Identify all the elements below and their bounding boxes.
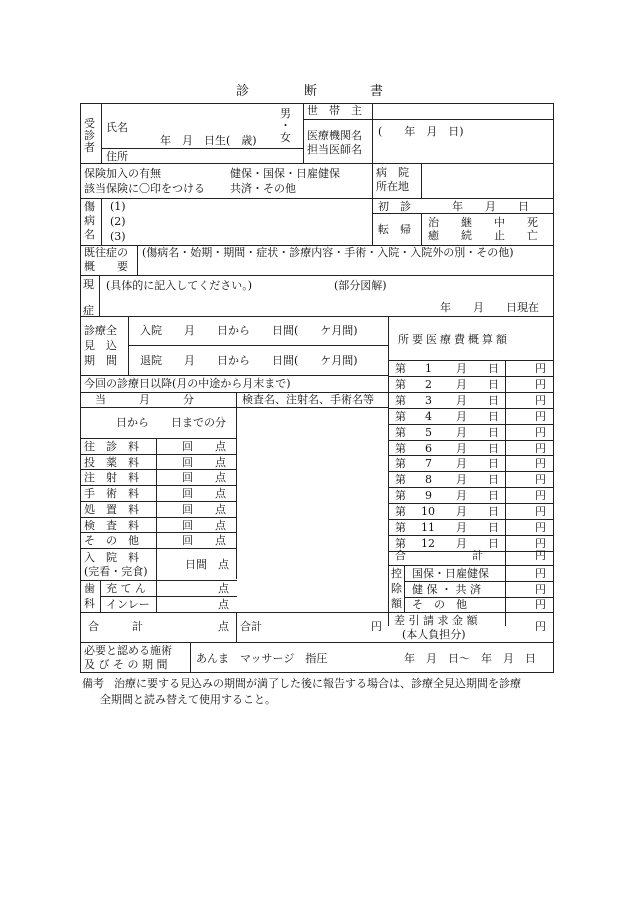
fee-label: 検 査 料 [84, 519, 139, 532]
rule-line [388, 471, 554, 472]
yen-unit: 円 [535, 426, 546, 439]
rule-line [80, 612, 389, 613]
yen-unit: 円 [535, 362, 546, 375]
rule-line [80, 672, 554, 673]
rule-line [236, 612, 237, 643]
rule-line [236, 407, 237, 579]
first-visit-date: 年 月 日 [452, 200, 529, 213]
month-number: 7 [425, 457, 432, 470]
sum-yen: 円 [371, 620, 382, 633]
yen-unit: 円 [535, 521, 546, 534]
month-prefix: 第 [395, 457, 406, 470]
institution-date: ( 年 月 日) [378, 125, 464, 138]
rule-line [80, 163, 554, 164]
rule-line [505, 360, 506, 579]
month-unit: 月 [456, 473, 467, 486]
rule-line [388, 440, 554, 441]
rule-line [128, 345, 389, 346]
month-unit: 月 [456, 505, 467, 518]
month-unit: 月 [456, 378, 467, 391]
yen-unit: 円 [535, 378, 546, 391]
hospitalization-label1: 入 院 料 [84, 551, 139, 564]
current-month: 当 月 分 [95, 393, 194, 406]
sum-label: 合計 [240, 620, 262, 633]
outcomes-row1: 治 継 中 死 [428, 216, 538, 229]
patient-label: 受 診 者 [84, 117, 95, 154]
rule-line [372, 103, 373, 164]
month-unit: 月 [456, 457, 467, 470]
fee-unit: 回 点 [182, 487, 226, 500]
remarks-line1: 治療に要する見込みの期間が満了した後に報告する場合は、診療全見込期間を診療 [114, 677, 521, 690]
month-prefix: 第 [395, 394, 406, 407]
history-text: (傷病名・始期・期間・症状・診療内容・手術・入院・入院外の別・その他) [142, 246, 514, 259]
rule-line [553, 103, 554, 317]
rule-line [101, 148, 304, 149]
current-text: (具体的に記入してください。) [106, 279, 253, 292]
insurance-opt2: 共済・その他 [230, 182, 296, 195]
form-title-1: 診 [236, 84, 251, 99]
month-prefix: 第 [395, 410, 406, 423]
rule-line [236, 392, 237, 408]
hospital-location-label: 病 院 所在地 [376, 166, 409, 193]
month-prefix: 第 [395, 505, 406, 518]
household-head-label: 世 帯 主 [307, 104, 362, 117]
remarks-line2: 全期間と読み替えて使用すること。 [100, 693, 276, 706]
rule-line [372, 213, 554, 214]
rule-line [80, 532, 237, 533]
deduction-yen: 円 [535, 567, 546, 580]
fee-unit: 回 点 [182, 503, 226, 516]
treatment-period: 年 月 日〜 年 月 日 [404, 652, 536, 665]
rule-line [80, 275, 554, 276]
month-number: 11 [421, 521, 435, 534]
month-prefix: 第 [395, 362, 406, 375]
fee-unit: 回 点 [182, 440, 226, 453]
rule-line [388, 376, 554, 377]
yen-unit: 円 [535, 394, 546, 407]
month-unit: 月 [456, 426, 467, 439]
rule-line [80, 407, 389, 408]
dental-unit-1: 点 [218, 582, 229, 595]
rule-line [388, 612, 554, 613]
month-unit: 月 [456, 521, 467, 534]
birth-date: 年 月 日生( 歳) [160, 134, 257, 147]
first-visit-label: 初 診 [378, 200, 411, 213]
outlook-label: 診療全 見 込 期 間 [84, 324, 117, 367]
name-label: 氏名 [106, 121, 128, 134]
rule-line [80, 580, 237, 581]
outcome-label: 転 帰 [378, 223, 411, 236]
rule-line [421, 163, 422, 199]
deduction-label: 控 除 額 [391, 567, 402, 610]
rule-line [388, 535, 554, 536]
total-label: 合 計 [88, 620, 143, 633]
deduction-item: 健 保 ・ 共 済 [412, 583, 481, 596]
day-unit: 日 [488, 457, 499, 470]
month-unit: 月 [456, 362, 467, 375]
claim-line1: 差 引 請 求 金 額 [394, 614, 478, 627]
day-unit: 日 [488, 394, 499, 407]
rule-line [80, 469, 237, 470]
day-unit: 日 [488, 505, 499, 518]
month-number: 8 [425, 473, 432, 486]
month-prefix: 第 [395, 378, 406, 391]
rule-line [80, 642, 554, 643]
rule-line [388, 392, 554, 393]
current-label: 現 症 [83, 278, 94, 317]
deduction-item: 国保・日雇健保 [412, 567, 489, 580]
dental-unit-2: 点 [218, 598, 229, 611]
treatment-label: 必要と認める施術 及 び そ の 期 間 [84, 644, 172, 671]
yen-unit: 円 [535, 410, 546, 423]
rule-line [80, 316, 554, 317]
month-prefix: 第 [395, 473, 406, 486]
month-number: 10 [421, 505, 435, 518]
period-from: 今回の診療日以降(月の中途から月末まで) [84, 377, 291, 390]
disease-item-3: (3) [110, 230, 126, 243]
month-prefix: 第 [395, 426, 406, 439]
rule-line [388, 487, 554, 488]
yen-unit: 円 [535, 537, 546, 550]
month-number: 5 [425, 426, 432, 439]
rule-line [388, 519, 554, 520]
fee-unit: 回 点 [182, 519, 226, 532]
rule-line [190, 642, 191, 673]
yen-unit: 円 [535, 489, 546, 502]
dental-label: 歯 科 [84, 582, 95, 610]
treatment-types: あんま マッサージ 指圧 [196, 652, 328, 665]
rule-line [372, 163, 373, 246]
rule-line [388, 565, 554, 566]
rule-line [404, 565, 405, 613]
address-label: 住所 [106, 150, 128, 163]
rule-line [553, 316, 554, 673]
fee-label: 往 診 料 [84, 440, 139, 453]
dental-item-1: 充 て ん [106, 582, 146, 595]
fee-label: 投 薬 料 [84, 456, 139, 469]
fee-label: 処 置 料 [84, 503, 139, 516]
outlook-inpatient: 入院 月 日から 日間( ケ月間) [140, 324, 358, 337]
total-unit: 点 [218, 620, 229, 633]
rule-line [80, 438, 237, 439]
rule-line [80, 517, 237, 518]
rule-line [80, 548, 237, 549]
grand-total: 合 計 [395, 549, 483, 562]
disease-label: 傷 病 名 [84, 200, 95, 241]
claim-line2: (本人負担分) [402, 628, 466, 641]
rule-line [80, 485, 237, 486]
month-number: 4 [425, 410, 432, 423]
day-unit: 日 [488, 362, 499, 375]
sex-options: 男 ・ 女 [280, 107, 291, 144]
days-range: 日から 日までの分 [116, 416, 226, 429]
month-number: 9 [425, 489, 432, 502]
deduction-yen: 円 [535, 583, 546, 596]
month-unit: 月 [456, 410, 467, 423]
month-number: 12 [421, 537, 435, 550]
fee-label: そ の 他 [84, 534, 139, 547]
form-title-3: 書 [370, 84, 385, 99]
rule-line [303, 103, 304, 164]
disease-item-2: (2) [110, 215, 126, 228]
history-label: 既往症の 概 要 [84, 246, 128, 273]
rule-line [388, 455, 554, 456]
month-unit: 月 [456, 442, 467, 455]
rule-line [80, 103, 81, 317]
rule-line [404, 581, 554, 582]
cost-header: 所要医療費概算額 [398, 333, 510, 346]
rule-line [80, 454, 237, 455]
claim-yen: 円 [535, 620, 546, 633]
rule-line [388, 360, 554, 361]
current-diagram: (部分図解) [334, 279, 387, 292]
rule-line [99, 275, 100, 317]
insurance-line2: 該当保険に〇印をつける [84, 182, 205, 195]
rule-line [80, 198, 554, 199]
day-unit: 日 [488, 410, 499, 423]
day-unit: 日 [488, 473, 499, 486]
month-number: 3 [425, 394, 432, 407]
rule-line [137, 245, 138, 276]
month-number: 1 [425, 362, 432, 375]
day-unit: 日 [488, 537, 499, 550]
hospitalization-label2: (完看・完食) [84, 565, 148, 578]
outcomes-row2: 癒 続 止 亡 [428, 229, 538, 242]
rule-line [388, 503, 554, 504]
month-prefix: 第 [395, 442, 406, 455]
institution-label: 医療機関名 担当医師名 [307, 129, 362, 156]
rule-line [128, 316, 129, 376]
day-unit: 日 [488, 426, 499, 439]
form-title-2: 断 [304, 84, 319, 99]
yen-unit: 円 [535, 457, 546, 470]
yen-unit: 円 [535, 505, 546, 518]
rule-line [505, 578, 506, 626]
exam-names: 検査名、注射名、手術名等 [242, 393, 374, 406]
rule-line [388, 408, 554, 409]
outlook-outpatient: 退院 月 日から 日間( ケ月間) [140, 354, 358, 367]
month-unit: 月 [456, 537, 467, 550]
month-number: 2 [425, 378, 432, 391]
fee-unit: 回 点 [182, 471, 226, 484]
hospitalization-unit: 日間 点 [185, 558, 229, 571]
fee-label: 注 射 料 [84, 471, 139, 484]
rule-line [156, 438, 157, 613]
dental-item-2: インレー [106, 598, 150, 611]
month-prefix: 第 [395, 489, 406, 502]
rule-line [80, 501, 237, 502]
rule-line [101, 198, 102, 246]
fee-label: 手 術 料 [84, 487, 139, 500]
yen-unit: 円 [535, 442, 546, 455]
rule-line [303, 119, 554, 120]
month-number: 6 [425, 442, 432, 455]
day-unit: 日 [488, 442, 499, 455]
remarks-label: 備考 [82, 677, 104, 690]
disease-item-1: (1) [110, 200, 126, 213]
rule-line [421, 213, 422, 246]
grand-total-yen: 円 [535, 549, 546, 562]
rule-line [80, 375, 389, 376]
insurance-opt1: 健保・国保・日雇健保 [230, 167, 340, 180]
deduction-yen: 円 [535, 598, 546, 611]
day-unit: 日 [488, 489, 499, 502]
month-prefix: 第 [395, 537, 406, 550]
day-unit: 日 [488, 521, 499, 534]
rule-line [101, 103, 102, 164]
rule-line [80, 316, 81, 673]
rule-line [100, 596, 237, 597]
month-prefix: 第 [395, 521, 406, 534]
month-unit: 月 [456, 394, 467, 407]
yen-unit: 円 [535, 473, 546, 486]
fee-unit: 回 点 [182, 534, 226, 547]
fee-unit: 回 点 [182, 456, 226, 469]
current-date: 年 月 日現在 [440, 301, 539, 314]
day-unit: 日 [488, 378, 499, 391]
rule-line [388, 424, 554, 425]
deduction-item: そ の 他 [412, 598, 467, 611]
month-unit: 月 [456, 489, 467, 502]
insurance-line1: 保険加入の有無 [84, 167, 161, 180]
